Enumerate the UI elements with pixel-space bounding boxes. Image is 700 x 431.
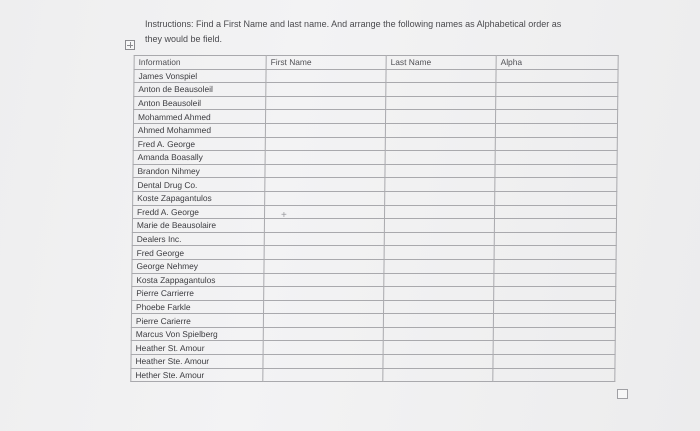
last-name-cell[interactable] (384, 259, 494, 273)
table-row (131, 341, 615, 355)
information-cell[interactable]: Anton Beausoleil (134, 96, 266, 110)
first-name-cell[interactable] (263, 341, 383, 355)
last-name-cell[interactable] (384, 219, 494, 233)
instructions-text (145, 17, 615, 47)
header-last-name[interactable]: Last Name (386, 56, 496, 70)
table-row (133, 178, 617, 192)
last-name-cell[interactable] (386, 96, 496, 110)
header-first-name[interactable]: First Name (266, 56, 386, 70)
instructions-line-2: they would be field. (145, 34, 223, 44)
alpha-cell[interactable] (496, 69, 618, 83)
first-name-cell[interactable] (265, 151, 385, 165)
information-cell[interactable]: Amanda Boasally (133, 151, 265, 165)
first-name-cell[interactable] (263, 368, 383, 382)
alpha-cell[interactable] (495, 191, 617, 205)
text-cursor-icon: + (281, 210, 287, 221)
information-cell[interactable]: Fredd A. George (133, 205, 265, 219)
alpha-cell[interactable] (495, 137, 617, 151)
information-cell[interactable]: Ahmed Mohammed (133, 123, 265, 137)
table-row (133, 137, 617, 151)
table-row (131, 355, 615, 369)
table-row (132, 287, 616, 301)
alpha-cell[interactable] (494, 273, 616, 287)
last-name-cell[interactable] (385, 151, 495, 165)
last-name-cell[interactable] (384, 232, 494, 246)
information-cell[interactable]: Heather Ste. Amour (131, 355, 263, 369)
information-cell[interactable]: George Nehmey (132, 259, 264, 273)
table-move-handle-icon[interactable] (125, 40, 135, 50)
first-name-cell[interactable] (266, 69, 386, 83)
last-name-cell[interactable] (384, 246, 494, 260)
information-cell[interactable]: Hether Ste. Amour (131, 368, 263, 382)
header-alpha[interactable]: Alpha (496, 56, 618, 70)
alpha-cell[interactable] (494, 287, 616, 301)
table-row (134, 96, 618, 110)
first-name-cell[interactable] (263, 355, 383, 369)
first-name-cell[interactable] (264, 287, 384, 301)
first-name-cell[interactable] (264, 259, 384, 273)
alpha-cell[interactable] (495, 205, 617, 219)
alpha-cell[interactable] (496, 83, 618, 97)
last-name-cell[interactable] (384, 300, 494, 314)
table-header-row (134, 56, 618, 70)
last-name-cell[interactable] (383, 368, 493, 382)
first-name-cell[interactable] (264, 246, 384, 260)
table-row (132, 300, 616, 314)
first-name-cell[interactable] (264, 273, 384, 287)
last-name-cell[interactable] (385, 137, 495, 151)
alpha-cell[interactable] (495, 123, 617, 137)
last-name-cell[interactable] (385, 123, 495, 137)
last-name-cell[interactable] (386, 69, 496, 83)
information-cell[interactable]: James Vonspiel (134, 69, 266, 83)
first-name-cell[interactable] (265, 110, 385, 124)
first-name-cell[interactable] (264, 300, 384, 314)
alpha-cell[interactable] (495, 151, 617, 165)
information-cell[interactable]: Pierre Carierre (131, 314, 263, 328)
table-row (132, 273, 616, 287)
alpha-cell[interactable] (493, 327, 615, 341)
table-row (133, 191, 617, 205)
last-name-cell[interactable] (385, 191, 495, 205)
table-row (134, 69, 618, 83)
last-name-cell[interactable] (383, 341, 493, 355)
table-body (131, 69, 618, 382)
first-name-cell[interactable] (265, 164, 385, 178)
last-name-cell[interactable] (385, 164, 495, 178)
first-name-cell[interactable] (264, 232, 384, 246)
header-information[interactable]: Information (134, 56, 266, 70)
first-name-cell[interactable] (265, 123, 385, 137)
alpha-cell[interactable] (493, 314, 615, 328)
instructions-line-1: Instructions: Find a First Name and last name. And arrange the following names as Alphabetical order as (145, 19, 562, 29)
table-row (132, 219, 616, 233)
table-row (131, 327, 615, 341)
last-name-cell[interactable] (383, 327, 493, 341)
alpha-cell[interactable] (493, 341, 615, 355)
information-cell[interactable]: Mohammed Ahmed (133, 110, 265, 124)
last-name-cell[interactable] (385, 110, 495, 124)
information-cell[interactable]: Koste Zapagantulos (133, 191, 265, 205)
alpha-cell[interactable] (494, 259, 616, 273)
last-name-cell[interactable] (384, 273, 494, 287)
table-row (133, 205, 617, 219)
alpha-cell[interactable] (494, 246, 616, 260)
table-row (133, 123, 617, 137)
table-row (132, 259, 616, 273)
first-name-cell[interactable] (265, 178, 385, 192)
information-cell[interactable]: Brandon Nihmey (133, 164, 265, 178)
table-row (132, 232, 616, 246)
alpha-cell[interactable] (495, 178, 617, 192)
alpha-cell[interactable] (495, 110, 617, 124)
last-name-cell[interactable] (385, 178, 495, 192)
first-name-cell[interactable] (265, 137, 385, 151)
alpha-cell[interactable] (493, 368, 615, 382)
last-name-cell[interactable] (385, 205, 495, 219)
table-row (133, 164, 617, 178)
information-cell[interactable]: Anton de Beausoleil (134, 83, 266, 97)
information-cell[interactable]: Dental Drug Co. (133, 178, 265, 192)
information-cell[interactable]: Fred A. George (133, 137, 265, 151)
information-cell[interactable]: Pierre Carrierre (132, 287, 264, 301)
alpha-cell[interactable] (495, 164, 617, 178)
information-cell[interactable]: Fred George (132, 246, 264, 260)
information-cell[interactable]: Marie de Beausolaire (132, 219, 264, 233)
information-cell[interactable]: Kosta Zappagantulos (132, 273, 264, 287)
table-row (132, 246, 616, 260)
information-cell[interactable]: Dealers Inc. (132, 232, 264, 246)
alpha-cell[interactable] (494, 300, 616, 314)
first-name-cell[interactable] (266, 83, 386, 97)
alpha-cell[interactable] (494, 219, 616, 233)
table-row (134, 83, 618, 97)
information-cell[interactable]: Marcus Von Spielberg (131, 327, 263, 341)
alpha-cell[interactable] (494, 232, 616, 246)
last-name-cell[interactable] (384, 287, 494, 301)
last-name-cell[interactable] (386, 83, 496, 97)
alpha-cell[interactable] (496, 96, 618, 110)
first-name-cell[interactable] (263, 314, 383, 328)
last-name-cell[interactable] (383, 355, 493, 369)
first-name-cell[interactable] (263, 327, 383, 341)
last-name-cell[interactable] (383, 314, 493, 328)
first-name-cell[interactable] (266, 96, 386, 110)
table-resize-handle-icon[interactable] (617, 389, 628, 399)
table-row (131, 314, 615, 328)
table-row (133, 151, 617, 165)
first-name-cell[interactable] (265, 191, 385, 205)
table-row (131, 368, 615, 382)
information-cell[interactable]: Heather St. Amour (131, 341, 263, 355)
alpha-cell[interactable] (493, 355, 615, 369)
information-cell[interactable]: Phoebe Farkle (132, 300, 264, 314)
table-row (133, 110, 617, 124)
names-table (130, 55, 618, 382)
